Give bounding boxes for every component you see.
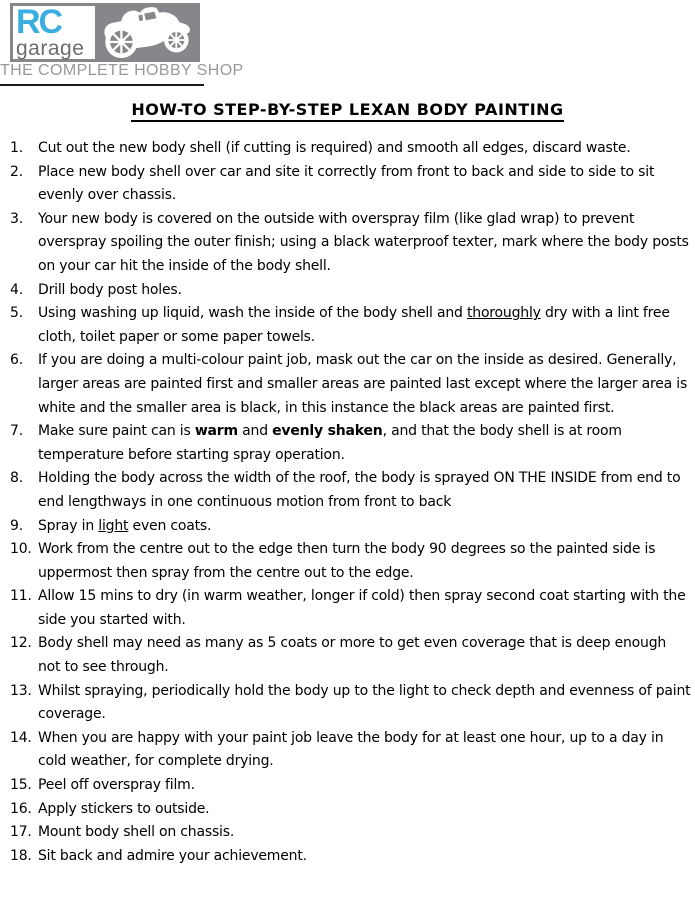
step-item — [10, 208, 691, 279]
step-text: Mount body shell on chassis. — [38, 824, 235, 841]
step-item — [10, 538, 691, 585]
step-number: 18. — [10, 847, 32, 864]
step-number: 6. — [10, 352, 23, 369]
step-number: 4. — [10, 281, 23, 298]
step-number: 16. — [10, 800, 32, 817]
logo-truck-panel — [95, 6, 197, 59]
brand-garage-label: garage — [16, 36, 85, 60]
step-number: 10. — [10, 541, 32, 558]
step-number: 12. — [10, 635, 32, 652]
step-text: When you are happy with your paint job leave the body for at least one hour, up to a day in cold weather, for complete drying. — [38, 729, 664, 770]
step-item — [10, 161, 691, 208]
step-text: Spray in light even coats. — [38, 517, 212, 534]
logo-box — [10, 3, 200, 62]
step-number: 5. — [10, 305, 23, 322]
step-item — [10, 349, 691, 420]
step-number: 17. — [10, 824, 32, 841]
step-item — [10, 821, 691, 845]
step-number: 14. — [10, 729, 32, 746]
header-divider — [0, 84, 204, 86]
step-item — [10, 632, 691, 679]
step-text: Apply stickers to outside. — [38, 800, 210, 817]
step-text: Cut out the new body shell (if cutting is required) and smooth all edges, discard waste. — [38, 140, 631, 156]
step-number: 1. — [10, 140, 23, 156]
step-number: 3. — [10, 210, 23, 227]
page-title: HOW-TO STEP-BY-STEP LEXAN BODY PAINTING — [131, 100, 563, 122]
step-text: Sit back and admire your achievement. — [38, 847, 307, 864]
step-text: Holding the body across the width of the roof, the body is sprayed ON THE INSIDE from end to end lengthways in one continuous motion from front to back — [38, 470, 681, 510]
brand-rc-label: RC — [16, 2, 62, 41]
brand-text — [13, 2, 95, 60]
step-item — [10, 727, 691, 774]
step-item — [10, 279, 691, 303]
step-item — [10, 680, 691, 727]
step-item — [10, 845, 691, 869]
logo — [10, 3, 200, 62]
step-number: 15. — [10, 777, 32, 794]
step-text: Work from the centre out to the edge then turn the body 90 degrees so the painted side is uppermost then spray from the centre out to the edge. — [38, 541, 656, 581]
title-row — [0, 100, 695, 122]
step-item — [10, 137, 691, 161]
step-text: Allow 15 mins to dry (in warm weather, longer if cold) then spray second coat starting with the side you started with. — [38, 588, 686, 628]
step-text: If you are doing a multi-colour paint job, mask out the car on the inside as desired. Generally, larger areas are painted first and smaller areas are painted last except where the larger area is white and the smaller area is black, in this instance the black areas are painted first. — [38, 352, 688, 416]
step-text: Make sure paint can is warm and evenly shaken, and that the body shell is at room temperature before starting spray operation. — [38, 423, 622, 463]
step-text: Your new body is covered on the outside with overspray film (like glad wrap) to prevent overspray spoiling the outer finish; using a black waterproof texter, mark where the body posts on your car hit the inside of the body shell. — [38, 210, 689, 274]
step-number: 9. — [10, 517, 23, 534]
step-number: 8. — [10, 470, 23, 487]
logo-tagline: THE COMPLETE HOBBY SHOP — [0, 62, 244, 79]
step-number: 13. — [10, 682, 32, 699]
step-text: Drill body post holes. — [38, 281, 182, 298]
step-item — [10, 302, 691, 349]
step-item — [10, 774, 691, 798]
step-text: Body shell may need as many as 5 coats or more to get even coverage that is deep enough not to see through. — [38, 635, 667, 676]
step-item — [10, 420, 691, 467]
steps-list — [10, 137, 691, 868]
step-number: 2. — [10, 163, 23, 180]
step-item — [10, 585, 691, 632]
step-number: 11. — [10, 588, 32, 605]
step-item — [10, 467, 691, 514]
step-item — [10, 798, 691, 822]
step-text: Whilst spraying, periodically hold the body up to the light to check depth and evenness of paint coverage. — [38, 682, 691, 723]
step-item — [10, 515, 691, 539]
step-text: Peel off overspray film. — [38, 777, 195, 794]
step-text: Place new body shell over car and site it correctly from front to back and side to side to sit evenly over chassis. — [38, 163, 655, 204]
monster-truck-icon — [95, 6, 197, 59]
step-number: 7. — [10, 423, 23, 440]
step-text: Using washing up liquid, wash the inside of the body shell and thoroughly dry with a lint free cloth, toilet paper or some paper towels. — [38, 305, 670, 345]
